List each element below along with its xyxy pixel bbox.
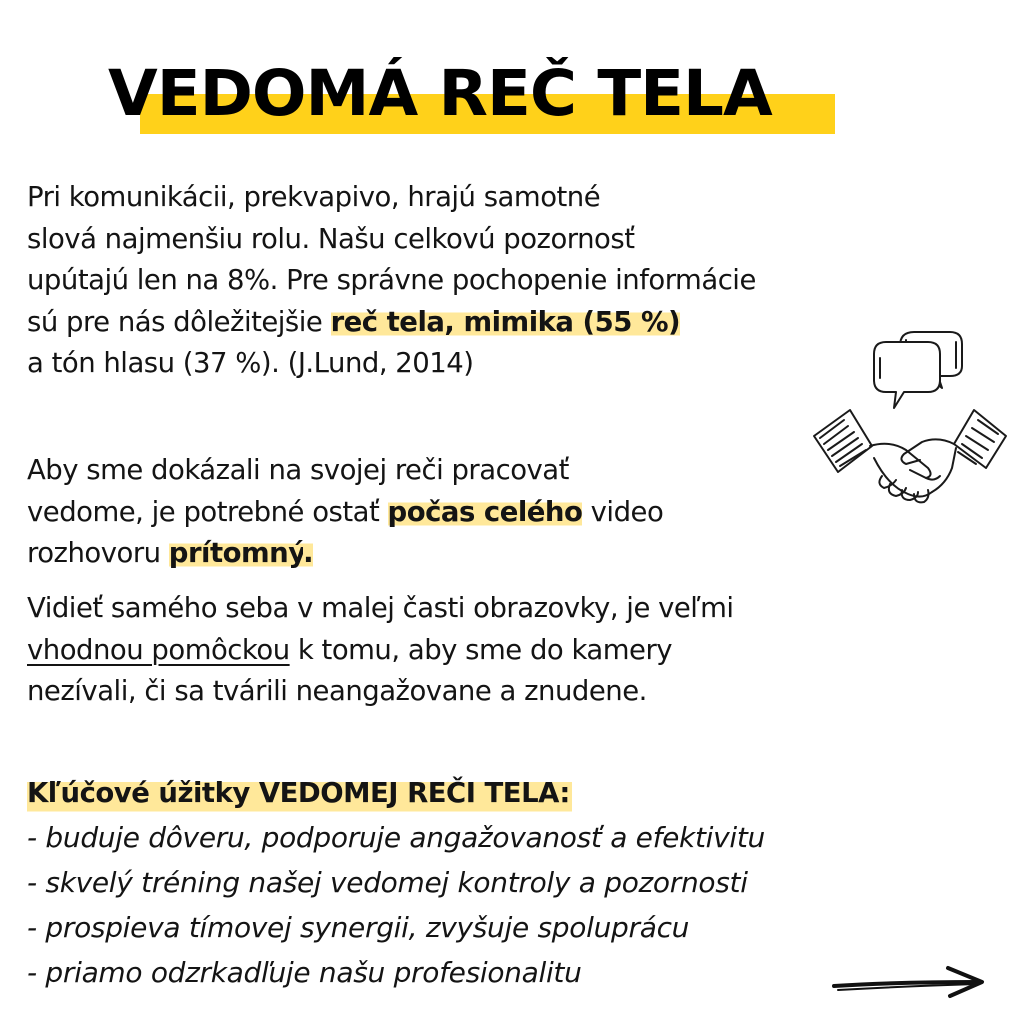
text-fragment: rozhovoru: [27, 537, 169, 569]
text-line: slová najmenšiu rolu. Našu celkovú pozornosť: [27, 222, 635, 255]
highlighted-text: reč tela, mimika (55 %): [330, 305, 681, 338]
list-item: - priamo odzrkadľuje našu profesionalitu: [27, 956, 582, 989]
text-line: a tón hlasu (37 %). (J.Lund, 2014): [27, 347, 474, 379]
text-line: Vidieť samého seba v malej časti obrazovky, je veľmi: [27, 592, 734, 624]
underlined-text: vhodnou pomôckou: [27, 633, 290, 666]
benefits-list: [27, 815, 765, 995]
text-fragment: sú pre nás dôležitejšie: [27, 305, 331, 338]
text-fragment: vedome, je potrebné ostať: [27, 495, 388, 528]
text-line: nezívali, či sa tvárili neangažovane a znudene.: [27, 675, 647, 707]
arrow-right-icon: [830, 962, 990, 1002]
list-item: - prospieva tímovej synergii, zvyšuje spoluprácu: [27, 911, 690, 944]
highlighted-text: prítomný: [168, 537, 304, 569]
text-line: Aby sme dokázali na svojej reči pracovať: [27, 454, 569, 486]
text-line: upútajú len na 8%. Pre správne pochopenie informácie: [27, 264, 756, 296]
page-title: VEDOMÁ REČ TELA: [108, 57, 772, 130]
highlighted-text: počas celého: [387, 495, 583, 528]
paragraph-self-view: [27, 588, 1002, 713]
title-block: [108, 52, 868, 142]
text-line: [27, 630, 1002, 672]
text-line: Pri komunikácii, prekvapivo, hrajú samotné: [27, 181, 601, 213]
text-fragment: video: [582, 495, 664, 528]
speech-bubbles-handshake-icon: [810, 318, 1010, 558]
benefits-heading: Kľúčové úžitky VEDOMEJ REČI TELA:: [27, 773, 572, 815]
highlighted-text: .: [303, 537, 314, 569]
list-item: - buduje dôveru, podporuje angažovanosť a efektivitu: [27, 821, 766, 854]
list-item: - skvelý tréning našej vedomej kontroly a pozornosti: [27, 866, 748, 899]
text-fragment: k tomu, aby sme do kamery: [289, 633, 673, 666]
